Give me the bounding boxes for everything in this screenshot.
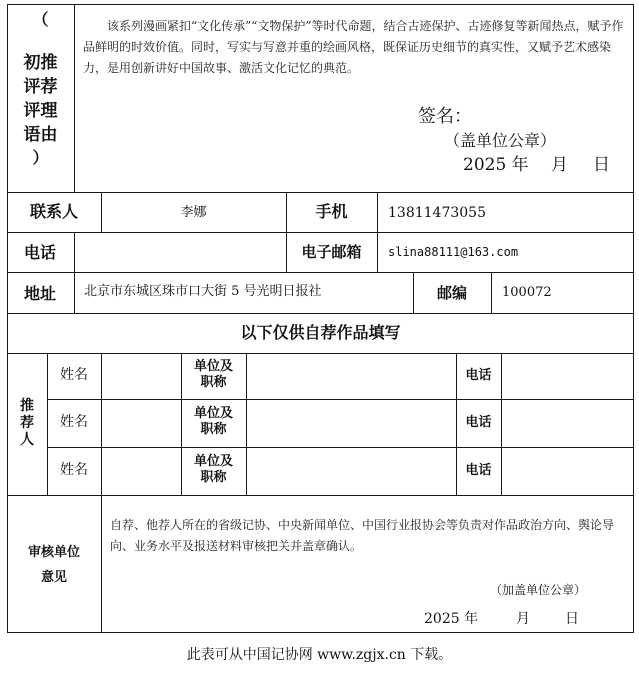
side-label-line: 评理: [23, 101, 58, 121]
side-label-line: 语由: [23, 125, 58, 145]
review-seal: （加盖单位公章）: [490, 583, 587, 597]
postcode-label: 邮编: [436, 284, 467, 302]
paren-close: ）: [32, 148, 49, 167]
paren-open: （: [32, 10, 49, 29]
contact-person-value: 李娜: [180, 205, 207, 220]
col-line: [74, 232, 75, 313]
seal-label: （盖单位公章）: [444, 131, 557, 150]
side-label-char: 荐: [20, 415, 34, 431]
row-line: [47, 447, 634, 448]
phone-label: 电话: [465, 368, 492, 383]
recommend-date-year: 2025 年: [463, 155, 529, 175]
side-label-char: 推: [20, 398, 34, 414]
address-value: 北京市东城区珠市口大街 5 号光明日报社: [84, 284, 322, 299]
self-section-title: 以下仅供自荐作品填写: [240, 323, 401, 342]
recommend-date-day: 日: [593, 155, 610, 175]
unit-label: 单位及: [193, 359, 233, 374]
col-line: [101, 353, 102, 495]
review-text: 自荐、他荐人所在的省级记协、中央新闻单位、中国行业报协会等负责对作品政治方向、舆论导向、业务水平及报送材料审核把关并盖章确认。: [110, 518, 615, 553]
signature-label: 签名：: [418, 106, 472, 127]
footer-note: 此表可从中国记协网 www.zgjx.cn 下载。: [186, 647, 453, 663]
side-label-char: 人: [20, 432, 34, 448]
review-date-day: 日: [565, 611, 579, 627]
phone-label: 电话: [465, 463, 492, 478]
name-label: 姓名: [60, 414, 88, 430]
col-line: [246, 353, 247, 495]
phone-label: 电话: [24, 243, 57, 262]
table-border-top: [7, 4, 634, 5]
col-line: [491, 272, 492, 313]
postcode-value: 100072: [502, 285, 552, 300]
row-line: [7, 272, 634, 273]
contact-person-label: 联系人: [29, 202, 78, 221]
phone-label: 电话: [465, 415, 492, 430]
row-line: [47, 399, 634, 400]
col-line: [101, 495, 102, 633]
review-date-month: 月: [516, 611, 530, 627]
table-border-left: [7, 4, 8, 633]
address-label: 地址: [24, 284, 57, 303]
unit-label: 单位及: [193, 454, 233, 469]
review-date-year: 2025 年: [424, 611, 479, 627]
side-label-line: 初推: [23, 53, 58, 73]
side-label-line: 评荐: [23, 77, 58, 97]
email-value: slina88111@163.com: [388, 245, 519, 259]
mobile-value: 13811473055: [388, 205, 486, 221]
recommend-comment: 该系列漫画紧扣“文化传承”“文物保护”等时代命题，结合古迹保护、古迹修复等新闻热点，赋予作品鲜明的时效价值。同时，写实与写意并重的绘画风格，既保证历史细节的真实性，又赋予艺术感染力，是用创新讲好中国故事、激活文化记忆的典范。: [83, 19, 624, 75]
recommend-date-month: 月: [551, 155, 568, 175]
title-label: 职称: [200, 375, 227, 390]
col-line: [377, 192, 378, 273]
table-border-right: [633, 4, 634, 633]
row-line: [7, 232, 634, 233]
row-line: [7, 313, 634, 314]
mobile-label: 手机: [315, 202, 348, 221]
name-label: 姓名: [60, 462, 88, 478]
review-label-line2: 意见: [40, 570, 67, 585]
col-line: [74, 4, 75, 193]
name-label: 姓名: [60, 367, 88, 383]
title-label: 职称: [200, 470, 227, 485]
unit-label: 单位及: [193, 406, 233, 421]
col-line: [501, 353, 502, 495]
review-label-line1: 审核单位: [27, 545, 80, 560]
title-label: 职称: [200, 422, 227, 437]
email-label: 电子邮箱: [301, 243, 362, 261]
